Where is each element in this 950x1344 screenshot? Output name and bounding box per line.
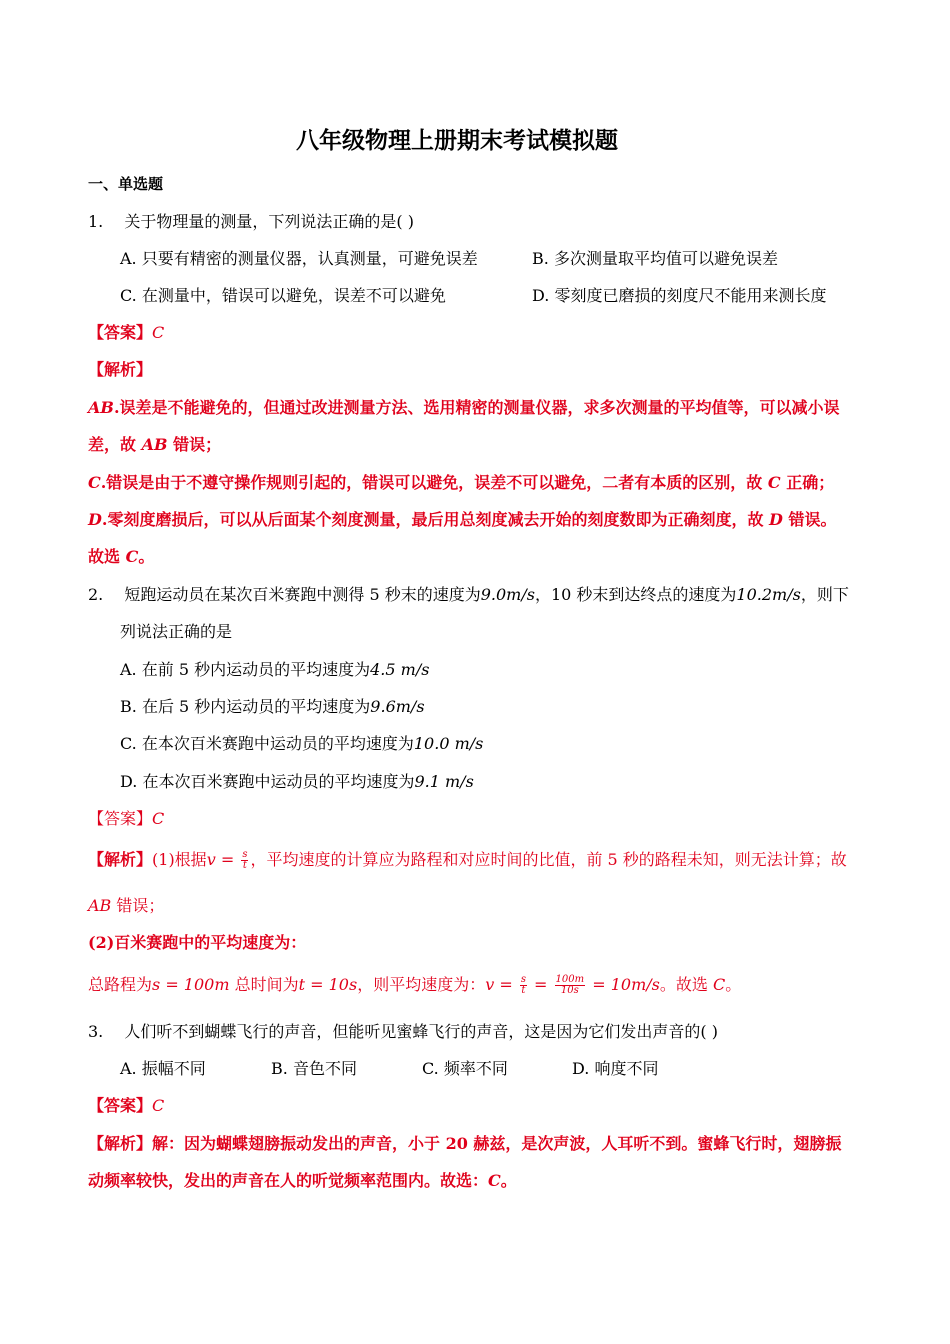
analysis-tag: 【解析】 bbox=[88, 360, 153, 379]
formula: s = 100m bbox=[152, 975, 230, 994]
option-text: 多次测量取平均值可以避免误差 bbox=[553, 249, 778, 268]
question-2-stem-cont: 列说法正确的是 bbox=[120, 622, 233, 641]
option-value: 9.1 bbox=[414, 772, 440, 791]
question-text: ，则下 bbox=[800, 585, 849, 604]
analysis-text: 。 bbox=[500, 1171, 517, 1190]
analysis-text: ，则平均速度为： bbox=[357, 975, 486, 994]
q1-analysis-line-2 bbox=[88, 435, 221, 455]
fraction-denominator: 10s bbox=[560, 985, 579, 996]
analysis-text: 动频率较快，发出的声音在人的听觉频率范围内。故选： bbox=[88, 1171, 489, 1190]
answer-tag: 【答案】 bbox=[88, 323, 153, 342]
option-text: 音色不同 bbox=[292, 1059, 357, 1078]
option-text: 在本次百米赛跑中运动员的平均速度为 bbox=[142, 772, 415, 791]
q2-analysis-line-3: (2)百米赛跑中的平均速度为： bbox=[88, 933, 307, 952]
analysis-text: 错误； bbox=[111, 896, 165, 915]
option-text: 在测量中，错误可以避免，误差不可以避免 bbox=[141, 286, 446, 305]
analysis-italic: C bbox=[125, 547, 139, 566]
fraction-denominator: t bbox=[521, 985, 526, 996]
analysis-text: 总时间为 bbox=[229, 975, 299, 994]
q2-analysis-line-4: 总路程为s = 100m 总时间为t = 10s，则平均速度为：v = $\frac{s}{t}$ = $\frac{100m}{10s}$ = 10m/s。故选 C。 bbox=[88, 974, 742, 996]
option-letter: C. bbox=[120, 734, 137, 753]
formula-result: = 10m/s bbox=[587, 975, 660, 994]
q3-option-a bbox=[120, 1059, 206, 1079]
analysis-prefix: D bbox=[88, 510, 102, 529]
question-text: ，10 秒末到达终点的速度为 bbox=[534, 585, 737, 604]
answer-value: C bbox=[152, 809, 165, 828]
speed-unit: m/s bbox=[506, 585, 535, 604]
option-text: 在本次百米赛跑中运动员的平均速度为 bbox=[141, 734, 414, 753]
speed-unit: m/s bbox=[772, 585, 801, 604]
analysis-prefix: C bbox=[88, 473, 101, 492]
q3-analysis-line-1 bbox=[88, 1134, 841, 1154]
q1-option-d bbox=[532, 286, 826, 306]
option-text: 频率不同 bbox=[443, 1059, 508, 1078]
analysis-text: (1)根据 bbox=[152, 850, 207, 869]
option-letter: B. bbox=[120, 697, 137, 716]
option-value: 9.6 bbox=[370, 697, 396, 716]
analysis-text: 故选 bbox=[88, 547, 126, 566]
option-letter: A. bbox=[120, 660, 137, 679]
option-letter: D. bbox=[572, 1059, 590, 1078]
option-letter: D. bbox=[532, 286, 550, 305]
q3-option-b bbox=[271, 1059, 357, 1079]
option-unit: m/s bbox=[445, 772, 474, 791]
analysis-tag: 【解析】 bbox=[88, 850, 153, 869]
analysis-italic: AB bbox=[88, 896, 112, 915]
analysis-text: 正确； bbox=[780, 473, 835, 492]
option-text: 在后 5 秒内运动员的平均速度为 bbox=[141, 697, 371, 716]
analysis-italic: D bbox=[769, 510, 783, 529]
analysis-italic: C bbox=[767, 473, 781, 492]
option-text: 振幅不同 bbox=[141, 1059, 206, 1078]
q3-answer bbox=[88, 1096, 164, 1116]
option-unit: m/s bbox=[454, 734, 484, 753]
option-unit: m/s bbox=[395, 697, 425, 716]
question-text: 关于物理量的测量，下列说法正确的是( ) bbox=[124, 212, 414, 231]
option-unit: m/s bbox=[400, 660, 430, 679]
analysis-tag: 【解析】 bbox=[88, 1134, 153, 1153]
option-letter: A. bbox=[120, 249, 137, 268]
analysis-text: 解：因为蝴蝶翅膀振动发出的声音，小于 20 赫兹，是次声波，人耳听不到。蜜蜂飞行时，翅膀振 bbox=[152, 1134, 842, 1153]
question-text: 短跑运动员在某次百米赛跑中测得 5 秒末的速度为 bbox=[124, 585, 481, 604]
option-letter: B. bbox=[532, 249, 549, 268]
formula: t = 10s bbox=[298, 975, 358, 994]
option-letter: B. bbox=[271, 1059, 288, 1078]
q1-option-b bbox=[532, 249, 778, 269]
q1-analysis-line-5 bbox=[88, 547, 154, 567]
q2-analysis-line-1 bbox=[88, 850, 847, 871]
question-text: 人们听不到蝴蝶飞行的声音，但能听见蜜蜂飞行的声音，这是因为它们发出声音的( ) bbox=[124, 1022, 718, 1041]
q3-option-c bbox=[422, 1059, 508, 1079]
q2-option-c bbox=[120, 734, 483, 754]
question-number: 2. bbox=[88, 585, 104, 604]
option-text: 在前 5 秒内运动员的平均速度为 bbox=[141, 660, 371, 679]
option-letter: D. bbox=[120, 772, 138, 791]
q2-option-d bbox=[120, 772, 474, 792]
analysis-italic: C bbox=[488, 1171, 501, 1190]
q1-analysis-line-1 bbox=[88, 398, 840, 418]
analysis-text: 错误； bbox=[167, 435, 222, 454]
formula-variable: v bbox=[206, 850, 216, 869]
answer-tag: 【答案】 bbox=[88, 1096, 153, 1115]
section-heading: 一、单选题 bbox=[88, 175, 164, 193]
option-letter: C. bbox=[120, 286, 137, 305]
analysis-text: 。 bbox=[725, 975, 742, 994]
q2-answer bbox=[88, 809, 164, 829]
fraction-numerator: s bbox=[520, 974, 526, 985]
question-2-stem bbox=[88, 585, 849, 605]
q1-analysis-line-4 bbox=[88, 510, 836, 530]
option-value: 10.0 bbox=[413, 734, 450, 753]
analysis-text: ，平均速度的计算应为路程和对应时间的比值，前 5 秒的路程未知，则无法计算；故 bbox=[250, 850, 847, 869]
analysis-prefix: AB bbox=[88, 398, 114, 417]
analysis-text: 。 bbox=[138, 547, 155, 566]
analysis-text: 差，故 bbox=[88, 435, 142, 454]
fraction-s-over-t bbox=[520, 975, 527, 996]
answer-value: C bbox=[152, 1096, 165, 1115]
q2-option-a bbox=[120, 660, 429, 680]
analysis-italic: AB bbox=[141, 435, 168, 454]
option-value: 4.5 bbox=[370, 660, 396, 679]
answer-tag: 【答案】 bbox=[88, 809, 153, 828]
analysis-text: 。故选 bbox=[659, 975, 713, 994]
question-number: 3. bbox=[88, 1022, 104, 1041]
q3-option-d bbox=[572, 1059, 658, 1079]
fraction-numerator: 100m bbox=[555, 974, 585, 985]
q2-analysis-line-2 bbox=[88, 896, 164, 916]
option-letter: C. bbox=[422, 1059, 439, 1078]
q1-analysis-line-3 bbox=[88, 473, 834, 493]
formula: v = bbox=[485, 975, 518, 994]
analysis-text: .零刻度磨损后，可以从后面某个刻度测量，最后用总刻度减去开始的刻度数即为正确刻度，故 bbox=[101, 510, 770, 529]
q1-answer bbox=[88, 323, 164, 343]
answer-value: C bbox=[152, 323, 165, 342]
option-text: 只要有精密的测量仪器，认真测量，可避免误差 bbox=[141, 249, 478, 268]
page-title: 八年级物理上册期末考试模拟题 bbox=[296, 128, 618, 154]
fraction-100m-over-10s bbox=[555, 975, 586, 996]
question-1-stem bbox=[88, 212, 414, 232]
analysis-text: .误差是不能避免的，但通过改进测量方法、选用精密的测量仪器，求多次测量的平均值等，可以减小误 bbox=[113, 398, 840, 417]
q2-option-b bbox=[120, 697, 425, 717]
speed-value: 10.2 bbox=[736, 585, 773, 604]
option-text: 零刻度已磨损的刻度尺不能用来测长度 bbox=[554, 286, 827, 305]
fraction-s-over-t bbox=[241, 850, 248, 871]
analysis-text: 错误。 bbox=[782, 510, 837, 529]
question-3-stem bbox=[88, 1022, 718, 1042]
option-letter: A. bbox=[120, 1059, 137, 1078]
formula-equals: = bbox=[215, 850, 240, 869]
analysis-text: 总路程为 bbox=[88, 975, 153, 994]
option-text: 响度不同 bbox=[594, 1059, 659, 1078]
fraction-denominator: t bbox=[242, 860, 247, 871]
q1-analysis-tag bbox=[88, 360, 152, 380]
q1-option-a bbox=[120, 249, 478, 269]
speed-value: 9.0 bbox=[480, 585, 507, 604]
q1-option-c bbox=[120, 286, 446, 306]
q3-analysis-line-2 bbox=[88, 1171, 517, 1191]
question-number: 1. bbox=[88, 212, 104, 231]
analysis-text: .错误是由于不遵守操作规则引起的，错误可以避免，误差不可以避免，二者有本质的区别，故 bbox=[100, 473, 768, 492]
analysis-italic: C bbox=[712, 975, 726, 994]
fraction-numerator: s bbox=[242, 849, 248, 860]
